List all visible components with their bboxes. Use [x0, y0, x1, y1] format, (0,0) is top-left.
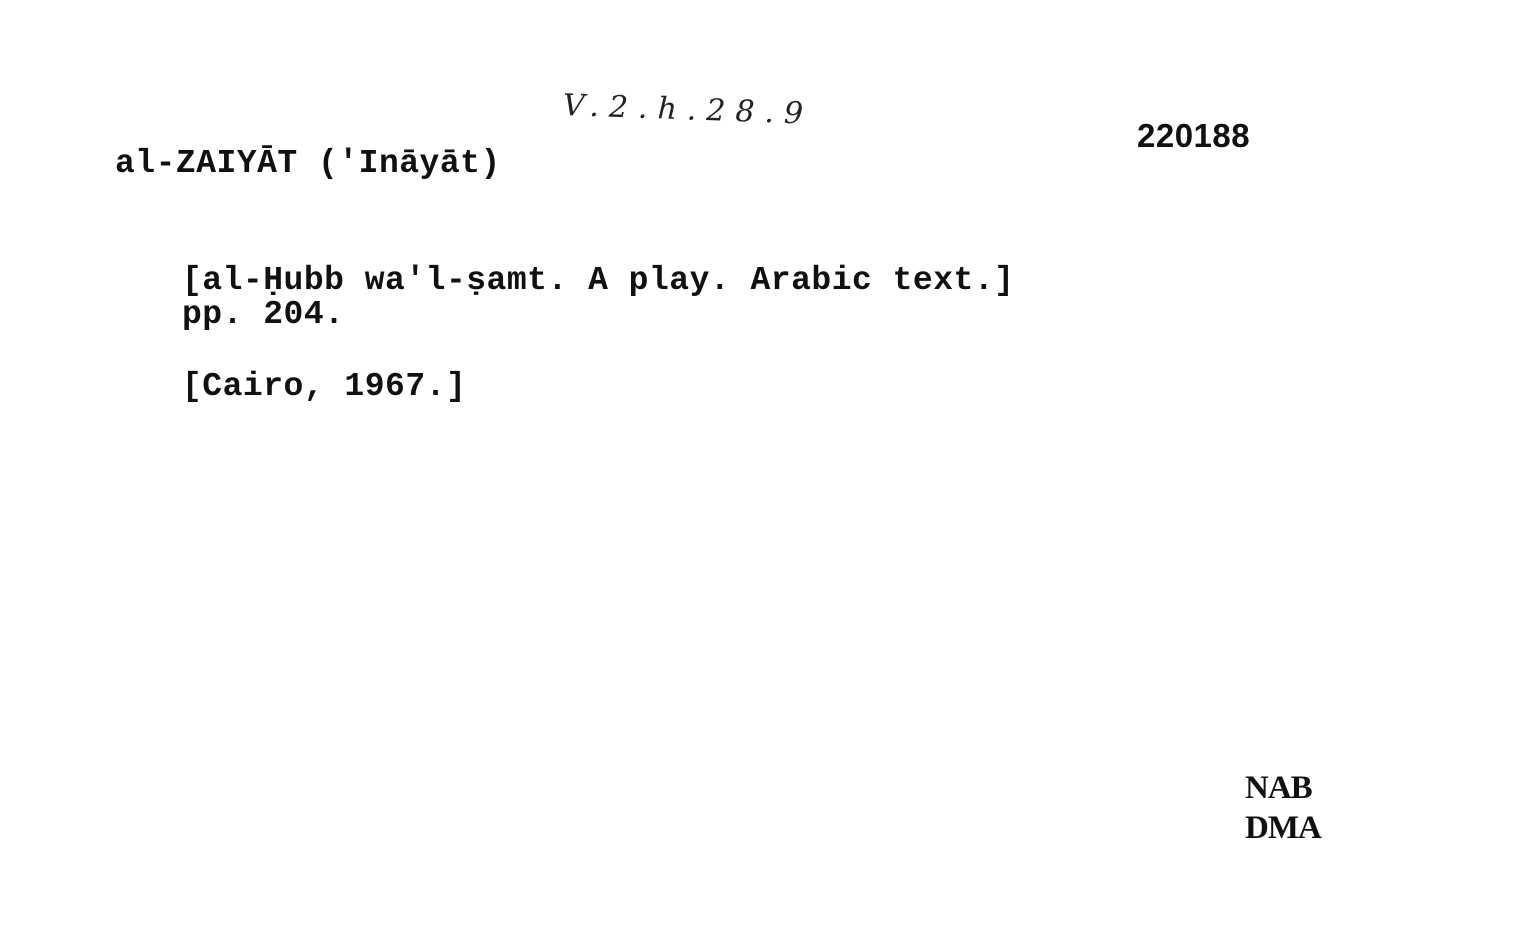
pagination: pp. 204. [182, 296, 345, 333]
author-heading: al-ZAIYĀT ('Ināyāt) [115, 145, 501, 182]
imprint: [Cairo, 1967.] [182, 368, 467, 405]
title-line: [al-Ḥubb wa'l-ṣamt. A play. Arabic text.] [182, 262, 1015, 299]
location-code: NAB [1245, 770, 1312, 806]
record-number: 220188 [1137, 117, 1251, 154]
location-code: DMA [1245, 810, 1321, 846]
location-codes [1245, 768, 1321, 848]
shelfmark: V.2.h.28.9 [562, 88, 814, 132]
